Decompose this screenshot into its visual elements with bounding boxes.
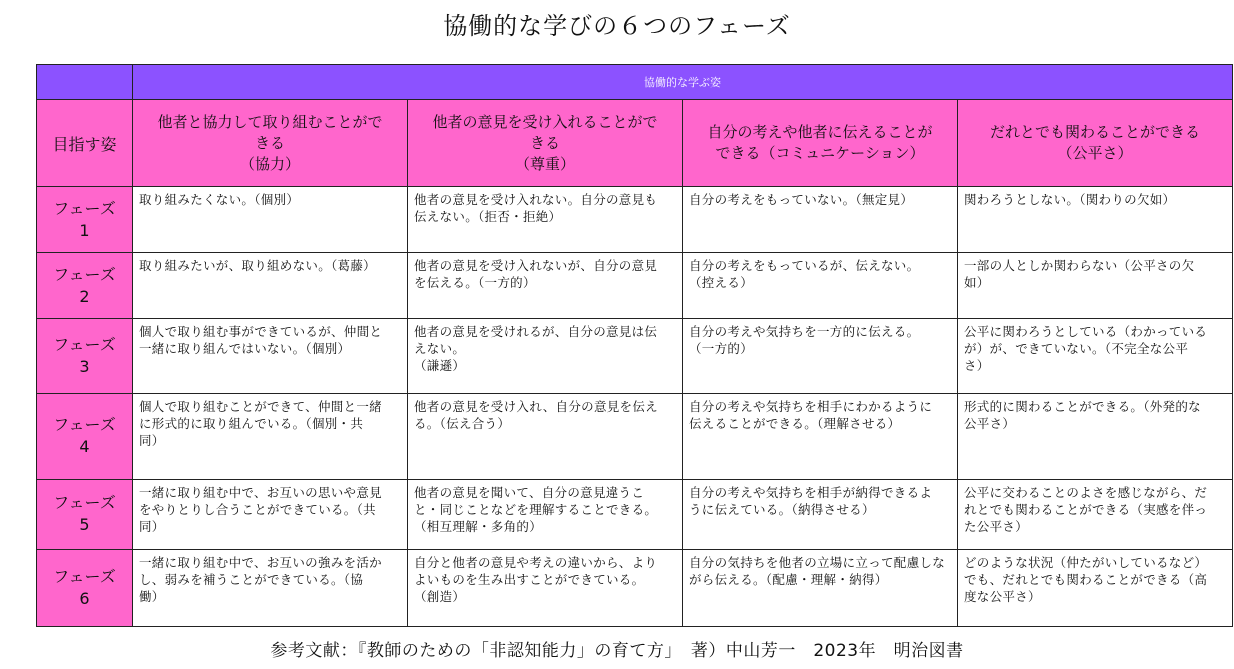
phase-row <box>37 187 1233 253</box>
phase-label: フェーズ 3 <box>37 319 133 393</box>
phase-cell: 自分の考えや気持ちを一方的に伝える。 （一方的） <box>683 319 958 393</box>
phase-cell: どのような状況（仲たがいしているなど） でも、だれとでも関わることができる（高 度な公平さ） <box>958 549 1233 626</box>
goal-fairness: だれとでも関わることができる （公平さ） <box>958 100 1233 187</box>
phase-cell: 他者の意見を受けれるが、自分の意見は伝 えない。 （謙遜） <box>408 319 683 393</box>
phase-cell: 一緒に取り組む中で、お互いの強みを活か し、弱みを補うことができている。（協 働） <box>133 549 408 626</box>
phase-row <box>37 253 1233 319</box>
phase-cell: 自分の気持ちを他者の立場に立って配慮しな がら伝える。（配慮・理解・納得） <box>683 549 958 626</box>
phase-label: フェーズ 6 <box>37 549 133 626</box>
goal-cooperation: 他者と協力して取り組むことがで きる （協力） <box>133 100 408 187</box>
phase-row <box>37 319 1233 393</box>
phase-cell: 形式的に関わることができる。（外発的な 公平さ） <box>958 393 1233 479</box>
phase-cell: 他者の意見を受け入れ、自分の意見を伝え る。（伝え合う） <box>408 393 683 479</box>
goals-row <box>37 100 1233 187</box>
phase-cell: 一緒に取り組む中で、お互いの思いや意見 をやりとりし合うことができている。（共 同） <box>133 479 408 549</box>
phase-cell: 公平に交わることのよさを感じながら、だ れとでも関わることができる（実感を伴っ た公平さ） <box>958 479 1233 549</box>
reference-footer: 参考文献：『教師のための「非認知能力」の育て方」 著）中山芳一 2023年 明治図書 <box>270 641 964 661</box>
phase-row <box>37 549 1233 626</box>
phase-row <box>37 393 1233 479</box>
phase-label: フェーズ 1 <box>37 187 133 253</box>
phase-cell: 個人で取り組む事ができているが、仲間と 一緒に取り組んではいない。（個別） <box>133 319 408 393</box>
phase-cell: 取り組みたくない。（個別） <box>133 187 408 253</box>
phases-table <box>36 64 1233 627</box>
phase-cell: 他者の意見を聞いて、自分の意見違うこ と・同じことなどを理解することできる。 （相互理解・多角的） <box>408 479 683 549</box>
phase-cell: 自分の考えをもっているが、伝えない。 （控える） <box>683 253 958 319</box>
phase-row <box>37 479 1233 549</box>
phase-cell: 他者の意見を受け入れないが、自分の意見 を伝える。（一方的） <box>408 253 683 319</box>
phase-cell: 自分の考えや気持ちを相手が納得できるよ うに伝えている。（納得させる） <box>683 479 958 549</box>
phase-cell: 自分の考えをもっていない。（無定見） <box>683 187 958 253</box>
page-title: 協働的な学びの６つのフェーズ <box>443 12 791 40</box>
goal-respect: 他者の意見を受け入れることがで きる （尊重） <box>408 100 683 187</box>
phase-cell: 自分と他者の意見や考えの違いから、より よいものを生み出すことができている。 （創造） <box>408 549 683 626</box>
phase-cell: 関わろうとしない。（関わりの欠如） <box>958 187 1233 253</box>
header-corner-cell <box>37 65 133 100</box>
phase-cell: 取り組みたいが、取り組めない。（葛藤） <box>133 253 408 319</box>
phase-cell: 個人で取り組むことができて、仲間と一緒 に形式的に取り組んでいる。（個別・共 同） <box>133 393 408 479</box>
header-banner-row <box>37 65 1233 100</box>
phase-cell: 他者の意見を受け入れない。自分の意見も 伝えない。（拒否・拒絶） <box>408 187 683 253</box>
goal-communication: 自分の考えや他者に伝えることが できる（コミュニケーション） <box>683 100 958 187</box>
phase-label: フェーズ 2 <box>37 253 133 319</box>
phase-label: フェーズ 5 <box>37 479 133 549</box>
header-banner: 協働的な学ぶ姿 <box>133 65 1233 100</box>
phase-cell: 自分の考えや気持ちを相手にわかるように 伝えることができる。（理解させる） <box>683 393 958 479</box>
phase-label: フェーズ 4 <box>37 393 133 479</box>
phase-cell: 公平に関わろうとしている（わかっている が）が、できていない。（不完全な公平 さ） <box>958 319 1233 393</box>
goal-label: 目指す姿 <box>37 100 133 187</box>
phase-cell: 一部の人としか関わらない（公平さの欠 如） <box>958 253 1233 319</box>
